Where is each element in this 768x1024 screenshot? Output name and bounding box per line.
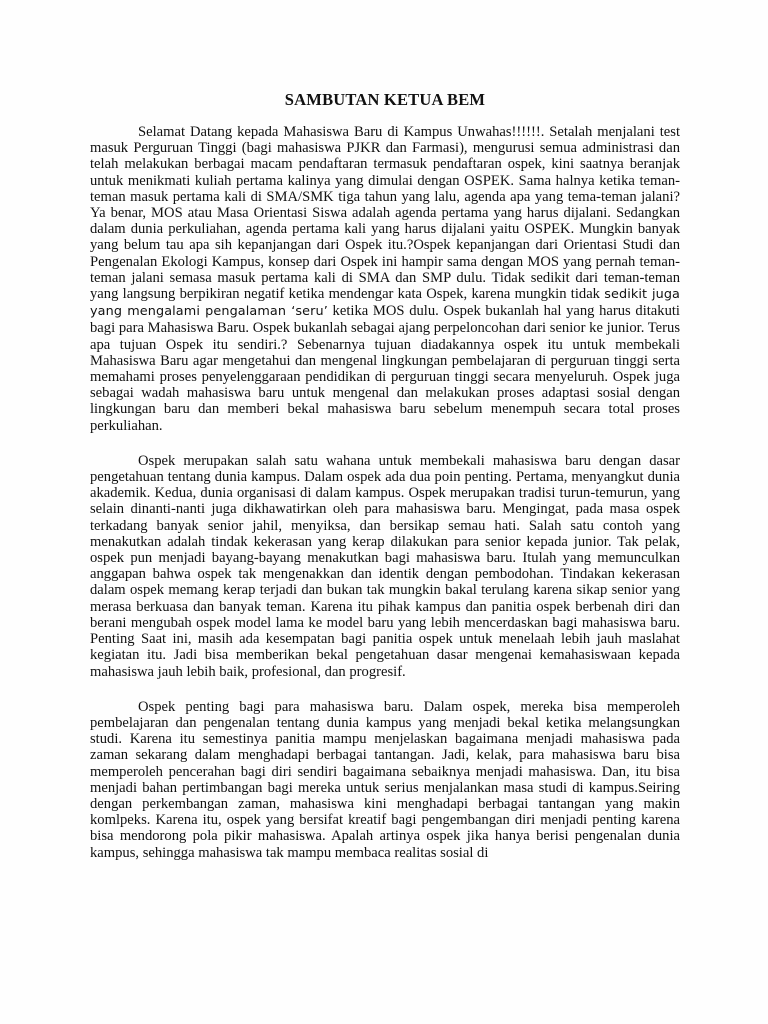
paragraph-3: Ospek penting bagi para mahasiswa baru. Dalam ospek, mereka bisa memperoleh pembelajaran dan pengenalan tentang dunia kampus yang menjadi bekal ketika melangsungkan studi. Karena itu semestinya panitia mampu menjelaskan bagaimana menjadi mahasiswa pada zaman sekarang dalam menghadapi berbagai tantangan. Jadi, kelak, para mahasiswa baru bisa memperoleh pencerahan bagi diri sendiri bagaimana sebaiknya menjadi mahasiswa. Dan, itu bisa menjadi bahan pertimbangan bagi mereka untuk serius menjalankan masa studi di kampus.Seiring dengan perkembangan zaman, mahasiswa kini menghadapi berbagai tantangan yang makin komlpeks. Karena itu, ospek yang bersifat kreatif bagi pengembangan diri menjadi penting karena bisa mendorong pola pikir mahasiswa. Apalah artinya ospek jika hanya berisi pengenalan dunia kampus, sehingga mahasiswa tak mampu membaca realitas sosial di: [90, 698, 680, 861]
document-title: SAMBUTAN KETUA BEM: [284, 90, 486, 109]
paragraph-2: Ospek merupakan salah satu wahana untuk membekali mahasiswa baru dengan dasar pengetahuan tentang dunia kampus. Dalam ospek ada dua poin penting. Pertama, menyangkut dunia akademik. Kedua, dunia organisasi di dalam kampus. Ospek merupakan tradisi turun-temurun, yang selain dinanti-nanti juga dikhawatirkan oleh para mahasiswa baru. Mengingat, pada masa ospek terkadang banyak senior jahil, menyiksa, dan bersikap semau hati. Salah satu contoh yang menakutkan adalah tindak kekerasan yang kerap dilakukan para senior kepada junior. Tak pelak, ospek pun menjadi bayang-bayang menakutkan bagi mahasiswa baru. Itulah yang memunculkan anggapan bahwa ospek tak mengenakkan dan identik dengan pembodohan. Tindakan kekerasan dalam ospek memang kerap terjadi dan bukan tak mungkin bakal terulang karena sikap senior yang merasa berkuasa dan banyak teman. Karena itu pihak kampus dan panitia ospek berbenah diri dan berani mengubah ospek model lama ke model baru yang lebih mencerdaskan bagi mahasiswa baru. Penting Saat ini, masih ada kesempatan bagi panitia ospek untuk menelaah lebih jauh maslahat kegiatan itu. Jadi bisa memberikan bekal pengetahuan dasar mengenai kemahasiswaan kepada mahasiswa jauh lebih baik, profesional, dan progresif.: [90, 452, 680, 680]
paragraph-1: [90, 124, 680, 434]
paragraph-1-alt-font-text: sedikit juga yang mengalami pengalaman ‘seru’: [90, 287, 680, 320]
paragraph-1-text-b: ketika MOS dulu. Ospek bukanlah hal yang harus ditakuti bagi para Mahasiswa Baru. Ospek bukanlah sebagai ajang perpeloncohan dari senior ke junior. Terus apa tujuan Ospek itu sendiri.? Sebenarnya tujuan diadakannya ospek itu untuk membekali Mahasiswa Baru agar mengetahui dan mengenal lingkungan pembelajaran di perguruan tinggi serta memahami proses penyelenggaraan pendidikan di perguruan tinggi secara menyeluruh. Ospek juga sebagai wadah mahasiswa baru untuk mengenal dan melakukan proses adaptasi sosial dengan lingkungan baru dan memberi bekal mahasiswa baru sebelum menempuh secara total proses perkuliahan.: [90, 303, 680, 434]
paragraph-1-text-a: Selamat Datang kepada Mahasiswa Baru di Kampus Unwahas!!!!!!. Setalah menjalani test masuk Perguruan Tinggi (bagi mahasiswa PJKR dan Farmasi), mengurusi semua administrasi dan telah melakukan berbagai macam pendaftaran termasuk pendaftaran ospek, kini saatnya beranjak untuk menikmati kuliah pertama kalinya yang dimulai dengan OSPEK. Sama halnya ketika teman-teman masuk pertama kali di SMA/SMK tiga tahun yang lalu, agenda apa yang tema-teman jalani?Ya benar, MOS atau Masa Orientasi Siswa adalah agenda pertama yang harus dijalani. Sedangkan dalam dunia perkuliahan, agenda pertama kali yang harus dijalani yaitu OSPEK. Mungkin banyak yang belum tau apa sih kepanjangan dari Ospek itu.?Ospek kepanjangan dari Orientasi Studi dan Pengenalan Ekologi Kampus, konsep dari Ospek ini hampir sama dengan MOS yang pernah teman-teman jalani semasa masuk pertama kali di SMA dan SMP dulu. Tidak sedikit dari teman-teman yang langsung berpikiran negatif ketika mendengar kata Ospek, karena mungkin tidak: [90, 124, 680, 303]
